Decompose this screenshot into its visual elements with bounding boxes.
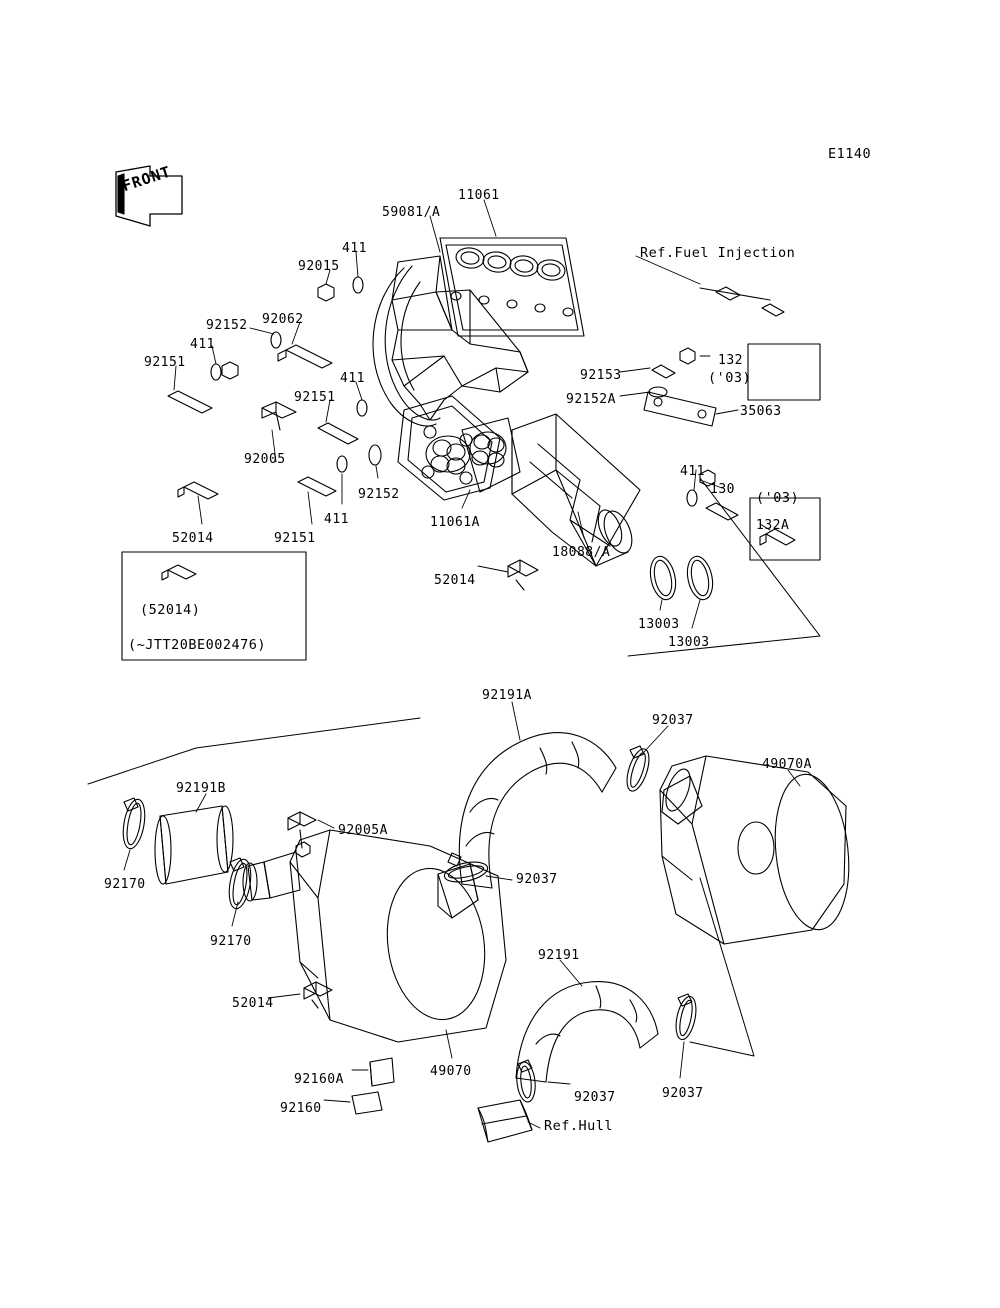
part-number-52014: 52014 bbox=[232, 996, 274, 1011]
part-number-92152: 92152 bbox=[206, 318, 248, 333]
part-number-92005A: 92005A bbox=[338, 823, 388, 838]
legend-serial-label: (~JTT20BE002476) bbox=[128, 637, 267, 653]
part-number-35063: 35063 bbox=[740, 404, 782, 419]
part-number-49070: 49070 bbox=[430, 1064, 472, 1079]
air-intake-duct bbox=[512, 414, 640, 566]
part-number-132A: 132A bbox=[756, 518, 790, 533]
part-number-411: 411 bbox=[342, 241, 367, 256]
part-number-92037: 92037 bbox=[516, 872, 558, 887]
clamp-92037-upper bbox=[623, 746, 654, 794]
hose-92191 bbox=[516, 982, 658, 1082]
part-number-92191B: 92191B bbox=[176, 781, 226, 796]
part-number-132: 132 bbox=[718, 353, 743, 368]
part-number-411: 411 bbox=[324, 512, 349, 527]
part-number-92160A: 92160A bbox=[294, 1072, 344, 1087]
ref-fuel-injection-label: Ref.Fuel Injection bbox=[640, 245, 796, 261]
part-number-13003: 13003 bbox=[668, 635, 710, 650]
part-number-130: 130 bbox=[710, 482, 735, 497]
year-note-03-b: ('03) bbox=[756, 490, 800, 506]
part-number-92037: 92037 bbox=[574, 1090, 616, 1105]
part-number-18088A: 18088/A bbox=[552, 545, 611, 560]
part-number-92170: 92170 bbox=[210, 934, 252, 949]
damper-92160 bbox=[352, 1092, 382, 1114]
part-number-92151: 92151 bbox=[274, 531, 316, 546]
year-note-03-a: ('03) bbox=[708, 370, 752, 386]
clamp-92037-lower-left bbox=[515, 1060, 537, 1103]
clamp-92037-lower-right bbox=[673, 994, 700, 1041]
part-number-92191A: 92191A bbox=[482, 688, 532, 703]
part-number-92152A: 92152A bbox=[566, 392, 616, 407]
legend-part-52014 bbox=[162, 565, 196, 580]
intake-manifold-body bbox=[373, 256, 528, 426]
part-number-59081A: 59081/A bbox=[382, 205, 441, 220]
part-number-52014: 52014 bbox=[172, 531, 214, 546]
front-marker-label: FRONT bbox=[120, 162, 174, 196]
part-number-92151: 92151 bbox=[144, 355, 186, 370]
part-number-52014: 52014 bbox=[434, 573, 476, 588]
part-number-411: 411 bbox=[190, 337, 215, 352]
part-number-92005: 92005 bbox=[244, 452, 286, 467]
silencer-49070A bbox=[660, 756, 856, 944]
part-number-411: 411 bbox=[680, 464, 705, 479]
part-number-92160: 92160 bbox=[280, 1101, 322, 1116]
part-number-49070A: 49070A bbox=[762, 757, 812, 772]
part-number-13003: 13003 bbox=[638, 617, 680, 632]
intake-flange-gasket bbox=[440, 238, 584, 336]
part-number-11061: 11061 bbox=[458, 188, 500, 203]
part-number-92191: 92191 bbox=[538, 948, 580, 963]
intake-rings bbox=[647, 554, 717, 602]
part-number-92037: 92037 bbox=[652, 713, 694, 728]
figure-code: E1140 bbox=[828, 146, 872, 162]
part-number-92152: 92152 bbox=[358, 487, 400, 502]
hose-92191A bbox=[459, 733, 616, 888]
ref-hull-label: Ref.Hull bbox=[544, 1118, 614, 1134]
part-number-92062: 92062 bbox=[262, 312, 304, 327]
part-number-92037: 92037 bbox=[662, 1086, 704, 1101]
part-number-411: 411 bbox=[340, 371, 365, 386]
part-number-92151: 92151 bbox=[294, 390, 336, 405]
damper-92160A bbox=[370, 1058, 394, 1086]
legend-code-label: (52014) bbox=[140, 602, 201, 618]
silencer-49070 bbox=[243, 830, 506, 1042]
clamps-92170 bbox=[120, 798, 254, 911]
part-number-11061A: 11061A bbox=[430, 515, 480, 530]
hull-reference-piece bbox=[478, 1100, 532, 1142]
part-number-92153: 92153 bbox=[580, 368, 622, 383]
part-number-92170: 92170 bbox=[104, 877, 146, 892]
part-number-92015: 92015 bbox=[298, 259, 340, 274]
boot-92191B bbox=[155, 806, 233, 884]
fitting-92005A bbox=[288, 812, 316, 857]
